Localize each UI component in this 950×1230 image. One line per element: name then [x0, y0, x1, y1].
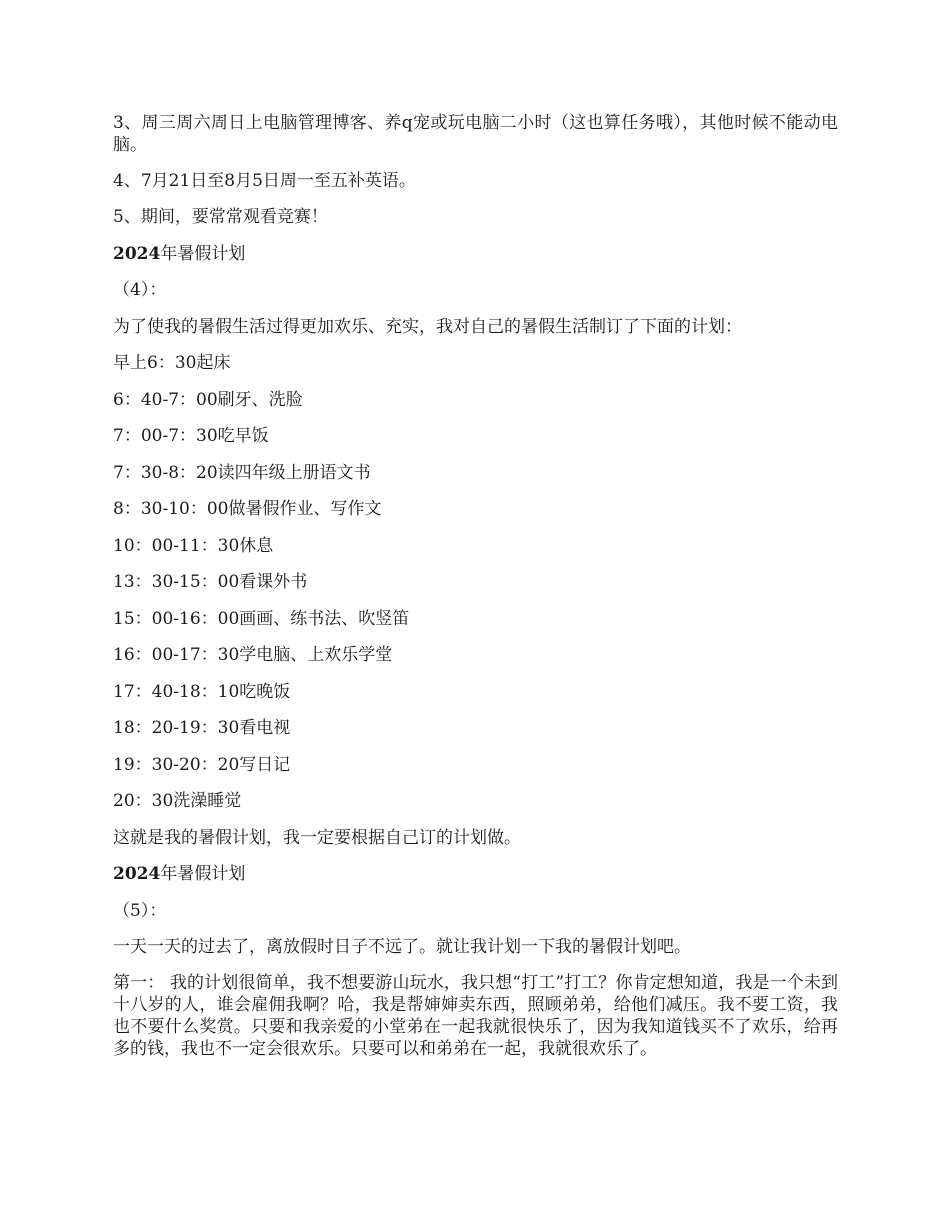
schedule-item: 20：30洗澡睡觉 — [113, 791, 242, 811]
schedule-item: 7：30-8：20读四年级上册语文书 — [113, 462, 371, 483]
section-number-5: （5）： — [113, 900, 167, 921]
schedule-item: 15：00-16：00画画、练书法、吹竖笛 — [113, 608, 410, 629]
schedule-item: 13：30-15：00看课外书 — [113, 572, 308, 592]
schedule-item: 7：00-7：30吃早饭 — [113, 426, 269, 446]
schedule-item: 19：30-20：20写日记 — [113, 754, 291, 775]
schedule-item: 17：40-18：10吃晚饭 — [113, 681, 291, 702]
schedule-item: 8：30-10：00做暑假作业、写作文 — [113, 499, 382, 519]
paragraph-rule-4: 4、7月21日至8月5日周一至五补英语。 — [113, 170, 416, 191]
section-heading-4: 2024年暑假计划 — [113, 243, 246, 264]
paragraph-rule-3: 3、周三周六周日上电脑管理博客、养q宠或玩电脑二小时（这也算任务哦），其他时候不能动电脑。 — [113, 113, 838, 155]
paragraph-conclusion-4: 这就是我的暑假计划，我一定要根据自己订的计划做。 — [113, 827, 521, 848]
section-number-4: （4）： — [113, 280, 167, 300]
paragraph-rule-5: 5、期间，要常常观看竞赛！ — [113, 207, 328, 227]
document-body — [113, 112, 838, 1072]
section-heading-5: 2024年暑假计划 — [113, 864, 246, 884]
paragraph-intro-4: 为了使我的暑假生活过得更加欢乐、充实，我对自己的暑假生活制订了下面的计划： — [113, 316, 742, 337]
schedule-item: 18：20-19：30看电视 — [113, 718, 291, 738]
schedule-item: 早上6：30起床 — [113, 353, 231, 373]
schedule-item: 6：40-7：00刷牙、洗脸 — [113, 389, 303, 410]
schedule-item: 10：00-11：30休息 — [113, 535, 274, 556]
paragraph-first-plan: 第一： 我的计划很简单，我不想要游山玩水，我只想“打工”打工？你肯定想知道，我是一个未到十八岁的人，谁会雇佣我啊？哈，我是帮婶婶卖东西，照顾弟弟，给他们减压。我不要工资，我也不要什么奖赏。只要和我亲爱的小堂弟在一起我就很快乐了，因为我知道钱买不了欢乐，给再多的钱，我也不一定会很欢乐。只要可以和弟弟在一起，我就很欢乐了。 — [113, 972, 838, 1059]
schedule-item: 16：00-17：30学电脑、上欢乐学堂 — [113, 645, 393, 665]
paragraph-intro-5: 一天一天的过去了，离放假时日子不远了。就让我计划一下我的暑假计划吧。 — [113, 937, 691, 957]
